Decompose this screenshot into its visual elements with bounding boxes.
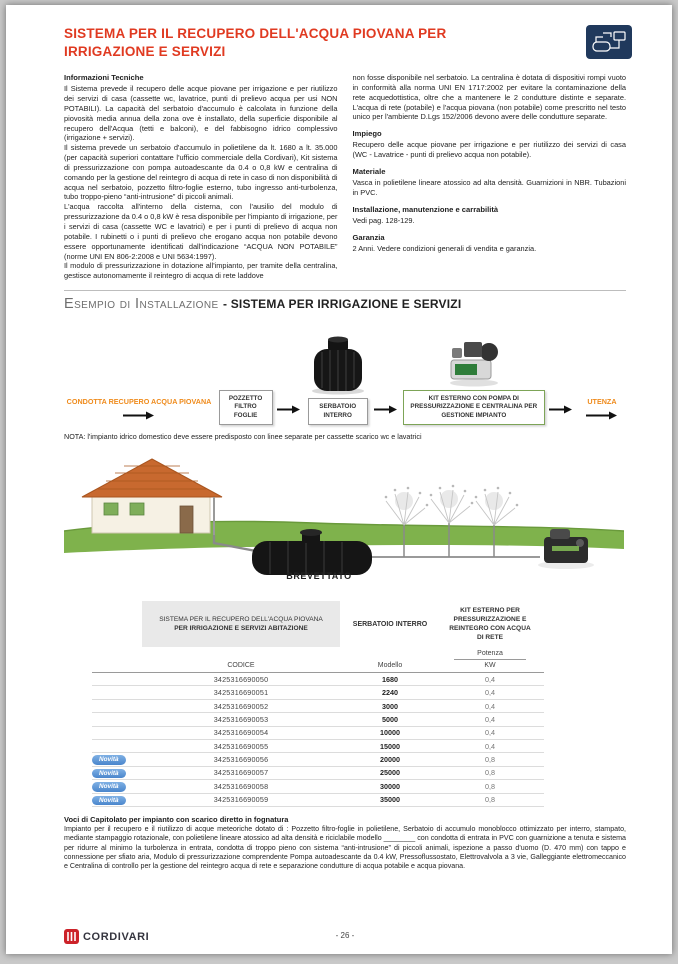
arrow-right-icon	[549, 405, 573, 414]
arrow-right-icon	[277, 405, 301, 414]
kw-cell: 0,4	[485, 714, 495, 724]
section-heading-light: Esempio di Installazione	[64, 296, 219, 313]
codice-cell: 3425316690056	[213, 755, 269, 765]
novita-badge: Novità	[92, 755, 126, 765]
table-column-headers	[92, 647, 544, 673]
table-row	[92, 673, 544, 686]
kw-cell: 0,8	[485, 795, 495, 805]
modello-cell: 15000	[380, 741, 400, 751]
page-title-line2: IRRIGAZIONE E SERVIZI	[64, 43, 226, 59]
table-group-header	[92, 601, 544, 647]
modello-column-header: Modello	[377, 662, 403, 670]
arrow-right-icon	[374, 405, 398, 414]
arrow-right-icon	[123, 411, 155, 420]
kw-cell: 0,8	[485, 781, 495, 791]
kw-cell: 0,4	[485, 728, 495, 738]
kw-cell: 0,4	[485, 701, 495, 711]
codice-cell: 3425316690057	[213, 768, 269, 778]
garanzia-heading: Garanzia	[352, 232, 385, 242]
table-row	[92, 794, 544, 807]
installation-illustration	[64, 445, 626, 595]
body-columns	[64, 73, 626, 281]
modello-cell: 3000	[382, 701, 398, 711]
codice-cell: 3425316690050	[213, 674, 269, 684]
impiego-heading: Impiego	[352, 129, 382, 139]
table-row	[92, 713, 544, 726]
section-heading-bold: - SISTEMA PER IRRIGAZIONE E SERVIZI	[222, 297, 462, 312]
tech-paragraph-continuation: non fosse disponibile nel serbatoio. La centralina è dotata di dispositivi rompi vuoto in conformità alla norma UNI EN 1717:2002 per evitare la contaminazione della rete acquedottistica, oltre che a mantenere le 2 condutture distinte e separate. L'acqua di rete (potabile) e l'acqua piovana (non potabile) come prescritto nel testo unico per l'ambiente D.Lgs 152/2006 devono avere delle condutture separate.	[352, 73, 626, 122]
catalog-page	[6, 5, 672, 954]
codice-cell: 3425316690055	[213, 741, 269, 751]
modello-cell: 10000	[380, 728, 400, 738]
section-heading	[64, 295, 626, 313]
table-row	[92, 740, 544, 753]
codice-cell: 3425316690058	[213, 781, 269, 791]
patent-label: BREVETTATO	[286, 571, 352, 582]
modello-cell: 1680	[382, 674, 398, 684]
potenza-label: Potenza	[454, 647, 526, 660]
flow-serbatoio	[306, 335, 370, 425]
flow-target-label: UTENZA	[587, 397, 617, 407]
left-column	[64, 73, 338, 281]
table-row	[92, 753, 544, 766]
table-header-system	[142, 601, 340, 647]
modello-cell: 20000	[380, 755, 400, 765]
modello-cell: 25000	[380, 768, 400, 778]
page-number: - 26 -	[335, 931, 355, 940]
house-graphic	[82, 459, 222, 535]
kit-box: KIT ESTERNO CON POMPA DI PRESSURIZZAZIONE E CENTRALINA PER GESTIONE IMPIANTO	[403, 390, 545, 426]
kw-column-header	[440, 647, 540, 672]
kw-cell: 0,4	[485, 741, 495, 751]
product-table	[92, 601, 544, 807]
pozzetto-box: POZZETTO FILTRO FOGLIE	[219, 390, 273, 426]
installazione-body: Vedi pag. 128-129.	[352, 215, 415, 225]
codice-cell: 3425316690051	[213, 688, 269, 698]
flow-source	[64, 398, 214, 420]
materiale-heading: Materiale	[352, 167, 386, 177]
kw-cell: 0,4	[485, 674, 495, 684]
page-title	[64, 25, 564, 60]
table-row	[92, 727, 544, 740]
table-row	[92, 686, 544, 699]
tech-paragraph-4: Il modulo di pressurizzazione in dotazione all'impianto, per tramite della centralina, gestisce autonomamente il reintegro di acqua di rete laddove	[64, 261, 338, 281]
serbatoio-box: SERBATOIO INTERRO	[308, 398, 368, 425]
modello-cell: 2240	[382, 688, 398, 698]
table-header-serbatoio: SERBATOIO INTERRO	[352, 620, 428, 628]
modello-cell: 35000	[380, 795, 400, 805]
codice-cell: 3425316690053	[213, 714, 269, 724]
table-header-kit: KIT ESTERNO PER PRESSURIZZAZIONE E REINTEGRO CON ACQUA DI RETE	[449, 606, 531, 642]
impiego-body: Recupero delle acque piovane per irrigazione e per riutilizzo dei servizi di casa (WC - Lavatrice - punti di prelievo acqua non potabile).	[352, 140, 626, 160]
modello-cell: 5000	[382, 714, 398, 724]
arrow-right-icon	[586, 411, 618, 420]
capitolato-heading: Voci di Capitolato per impianto con scarico diretto in fognatura	[64, 814, 289, 824]
table-row	[92, 700, 544, 713]
capitolato-body: Impianto per il recupero e il riutilizzo di acque meteoriche dotato di : Pozzetto filtro-foglie in polietilene, Serbatoio di accumulo monoblocco ottimizzato per interro, stampato, mediante stampaggio rotazionale, con polietilene lineare atossico ad alta densità e riciclabile modello ________ con condotta di entrata in PVC con guarnizione a tenuta e sistema per ridurre al minimo la turbolenza in entrata, condotta di troppo pieno con sistema “anti-intrusione” di piccoli animali, ispezione a passo d'uomo (D. 470 mm) con tappo e connessione per sfiato aria, Modulo di pressurizzazione comprendente Pompa autoadescante da 0.4 kW, Pressoflussostato, Elettrovalvola a 3 vie, Galleggiante elettromeccanico e Centralina di controllo per la gestione del reintegro acqua di rete e separazione condutture di acqua potabile e acqua piovana.	[64, 824, 626, 871]
page-footer	[64, 929, 626, 945]
garanzia-body: 2 Anni. Vedere condizioni generali di vendita e garanzia.	[352, 243, 537, 253]
codice-cell: 3425316690052	[213, 701, 269, 711]
kw-cell: 0,4	[485, 688, 495, 698]
modello-cell: 30000	[380, 781, 400, 791]
tank-graphic	[306, 335, 370, 395]
codice-cell: 3425316690059	[213, 795, 269, 805]
cordivari-logo-icon	[64, 929, 79, 944]
tech-info-heading: Informazioni Tecniche	[64, 73, 144, 83]
table-row	[92, 780, 544, 793]
flow-diagram	[64, 321, 626, 425]
tech-paragraph-3: L'acqua raccolta all'interno della cisterna, con l'ausilio del modulo di pressurizzazione da 0.4 o 0,8 kW è resa disponibile per l'impianto di irrigazione, per i servizi di casa (cassette WC e lavatrici) e per i punti di prelievo di acqua non potabile. I rubinetti o i punti di prelievo che erogano acqua non potabile devono essere opportunamente identificati dall'indicazione “ACQUA NON POTABILE” (norme UNI EN 806-2:2008 e UNI 5634:1997).	[64, 202, 338, 261]
capitolato-section	[64, 815, 626, 872]
cordivari-logo-text: CORDIVARI	[83, 930, 150, 943]
flow-kit	[403, 333, 545, 426]
tech-paragraph-2: Il sistema prevede un serbatoio d'accumulo in polietilene da lt. 1680 a lt. 35.000 (per capacità superiori contattare l'ufficio commerciale della Cordivari), Kit sistema di pressurizzazione con pompa autoadescante da 0.4 o 0,8 kW e centralina di comando per la gestione del reintegro di acqua di rete in caso di non disponibilità di acqua nel serbatoio, pozzetto filtro-foglie esterno, tubo ingresso anti-turbolenza, tubo troppo-pieno “anti-intrusione” di piccoli animali.	[64, 143, 338, 202]
nota-text: NOTA: l'impianto idrico domestico deve essere predisposto con linee separate per cassette scarico wc e lavatrici	[64, 432, 422, 442]
flow-target	[578, 398, 626, 420]
novita-badge: Novità	[92, 782, 126, 792]
scene-graphic	[64, 445, 624, 585]
pump-graphic	[445, 333, 503, 387]
codice-cell: 3425316690054	[213, 728, 269, 738]
tech-paragraph-1: Il Sistema prevede il recupero delle acque piovane per irrigazione e per riutilizzo dei servizi di casa (cassette wc, lavatrice, punti di prelievo acqua per usi NON POTABILI). La capacità del serbatoio d'accumulo è calcolata in funzione della piovosità media annua della zona ove è installato, della superficie disponibile al recupero dell'Acqua (tetti e balconi), e del fabbisogno idrico complessivo (irrigazione + servizi).	[64, 84, 338, 143]
codice-column-header: CODICE	[227, 662, 255, 670]
novita-badge: Novità	[92, 796, 126, 806]
materiale-body: Vasca in polietilene lineare atossico ad alta densità. Guarnizioni in NBR. Tubazioni in PVC.	[352, 178, 626, 198]
right-column	[353, 73, 627, 281]
table-header-system-line2: PER IRRIGAZIONE E SERVIZI ABITAZIONE	[174, 625, 308, 633]
page-title-line1: SISTEMA PER IL RECUPERO DELL'ACQUA PIOVANA PER	[64, 26, 447, 41]
table-header-system-line1: SISTEMA PER IL RECUPERO DELL'ACQUA PIOVANA	[159, 615, 323, 623]
product-category-icon	[586, 25, 632, 64]
kw-cell: 0,8	[485, 768, 495, 778]
installazione-heading: Installazione, manutenzione e carrabilità	[352, 204, 499, 214]
flow-pozzetto	[219, 390, 273, 426]
installation-example-section	[64, 290, 626, 595]
kw-cell: 0,8	[485, 755, 495, 765]
novita-badge: Novità	[92, 769, 126, 779]
kw-label: KW	[484, 662, 496, 670]
table-row	[92, 767, 544, 780]
flow-source-label: CONDOTTA RECUPERO ACQUA PIOVANA	[66, 397, 212, 407]
